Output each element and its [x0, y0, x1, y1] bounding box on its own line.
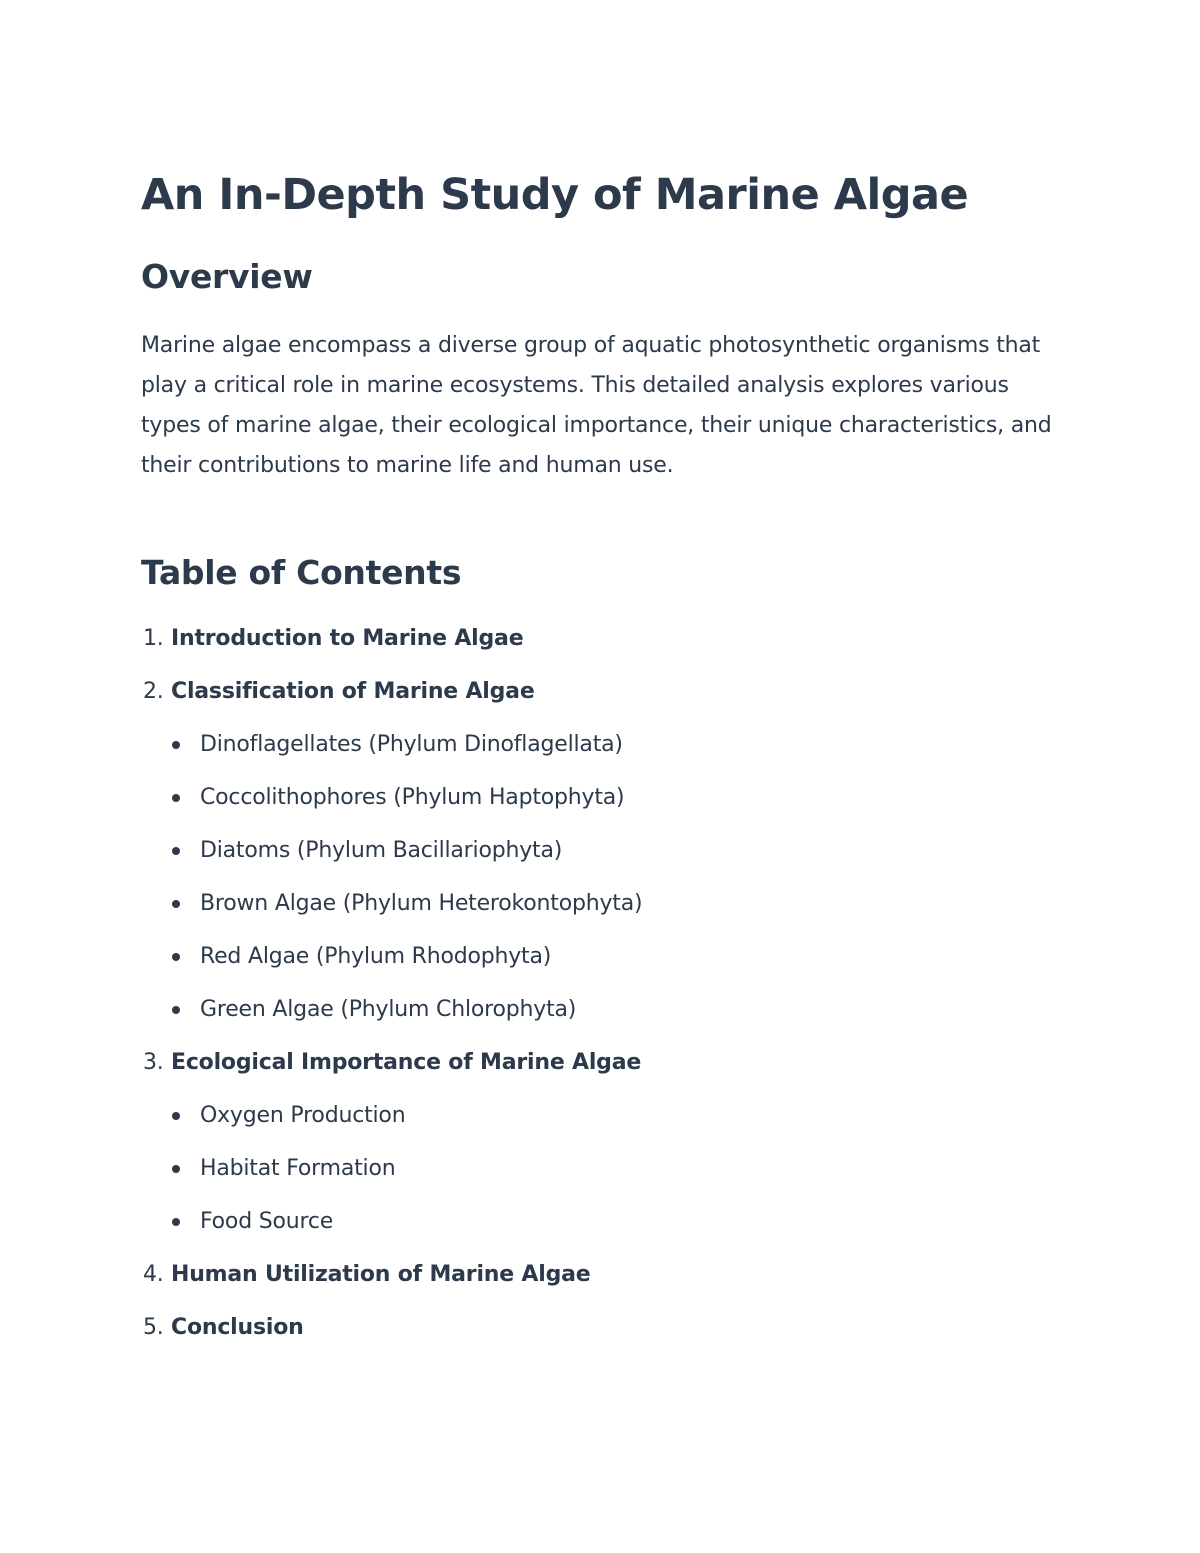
toc-item-number: 2.: [143, 679, 164, 704]
bullet-icon: [172, 1165, 180, 1173]
toc-item-number: 1.: [143, 626, 164, 651]
toc-subitem: [141, 831, 1041, 884]
toc-subitem-label: Coccolithophores (Phylum Haptophyta): [200, 785, 625, 810]
toc-item: [141, 1043, 1041, 1096]
toc-subitem: [141, 1202, 1041, 1255]
toc-item-label: Introduction to Marine Algae: [171, 626, 524, 651]
toc-item-label: Human Utilization of Marine Algae: [171, 1262, 591, 1287]
bullet-icon: [172, 1006, 180, 1014]
table-of-contents: [141, 619, 1041, 1361]
toc-item-number: 5.: [143, 1315, 164, 1340]
toc-subitem-label: Dinoflagellates (Phylum Dinoflagellata): [200, 732, 623, 757]
toc-heading: Table of Contents: [141, 553, 462, 592]
toc-subitem: [141, 937, 1041, 990]
toc-item-label: Conclusion: [171, 1315, 304, 1340]
toc-subitem-label: Brown Algae (Phylum Heterokontophyta): [200, 891, 643, 916]
bullet-icon: [172, 1218, 180, 1226]
toc-subitem-label: Green Algae (Phylum Chlorophyta): [200, 997, 577, 1022]
bullet-icon: [172, 953, 180, 961]
bullet-icon: [172, 794, 180, 802]
toc-item-label: Classification of Marine Algae: [171, 679, 535, 704]
toc-subitem: [141, 725, 1041, 778]
overview-paragraph: Marine algae encompass a diverse group of aquatic photosynthetic organisms that play a critical role in marine ecosystems. This detailed analysis explores various types of marine algae, their ecological importance, their unique characteristics, and their contributions to marine life and human use.: [141, 333, 1052, 478]
toc-item: [141, 1308, 1041, 1361]
bullet-icon: [172, 1112, 180, 1120]
toc-subitem: [141, 1149, 1041, 1202]
toc-item: [141, 1255, 1041, 1308]
toc-item-label: Ecological Importance of Marine Algae: [171, 1050, 642, 1075]
toc-subitem-label: Food Source: [200, 1209, 334, 1234]
toc-item-number: 3.: [143, 1050, 164, 1075]
toc-subitem: [141, 1096, 1041, 1149]
page-title: An In-Depth Study of Marine Algae: [141, 170, 969, 220]
toc-item: [141, 672, 1041, 725]
bullet-icon: [172, 847, 180, 855]
bullet-icon: [172, 900, 180, 908]
toc-subitem-label: Diatoms (Phylum Bacillariophyta): [200, 838, 563, 863]
toc-item-number: 4.: [143, 1262, 164, 1287]
overview-heading: Overview: [141, 257, 313, 296]
toc-subitem: [141, 778, 1041, 831]
toc-subitem: [141, 990, 1041, 1043]
toc-subitem-label: Habitat Formation: [200, 1156, 396, 1181]
toc-item: [141, 619, 1041, 672]
bullet-icon: [172, 741, 180, 749]
toc-subitem-label: Red Algae (Phylum Rhodophyta): [200, 944, 552, 969]
toc-subitem: [141, 884, 1041, 937]
toc-subitem-label: Oxygen Production: [200, 1103, 406, 1128]
